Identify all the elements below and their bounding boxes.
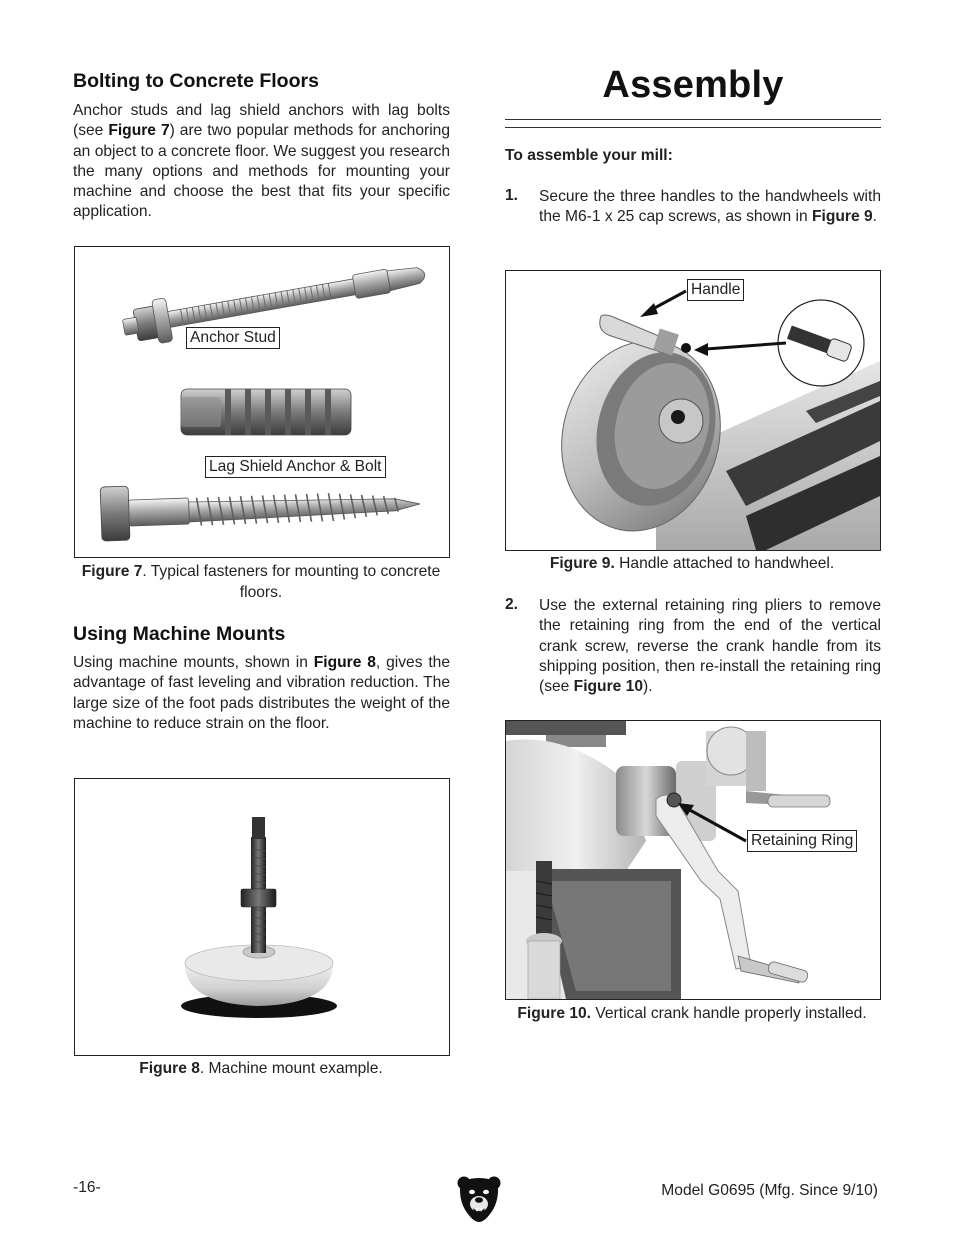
fasteners-illustration <box>75 247 449 557</box>
figure-9-caption-text: Handle attached to handwheel. <box>614 555 835 572</box>
figure-9-caption <box>505 553 879 574</box>
step-1-body: Secure the three handles to the handwheels with the M6-1 x 25 cap screws, as shown in <box>539 188 881 226</box>
lag-bolt-icon <box>100 476 421 541</box>
figure-7-caption <box>74 561 448 603</box>
bolting-text: Anchor studs and lag shield anchors with lag bolts (see <box>73 102 450 140</box>
assembly-intro: To assemble your mill: <box>505 147 673 164</box>
crank-handle-photo <box>506 721 880 999</box>
lag-shield-icon <box>181 389 351 435</box>
section-heading-mounts: Using Machine Mounts <box>73 623 286 645</box>
mounts-text-end: , gives the advantage of fast leveling and vibration reduction. The large size of the foot pads distributes the weight of the machine to reduce strain on the floor. <box>73 654 451 732</box>
page-title: Assembly <box>602 64 784 106</box>
figure-10-box <box>505 720 881 1000</box>
figure-9-box <box>505 270 881 551</box>
figure-8-caption-ref: Figure 8 <box>139 1060 200 1077</box>
step-2-text <box>539 596 881 697</box>
figure-9-caption-ref: Figure 9. <box>549 555 615 572</box>
title-rule-bottom <box>505 127 881 128</box>
bolting-paragraph <box>73 101 450 223</box>
step-1-end: . <box>872 208 878 226</box>
figure-8-box <box>74 778 450 1056</box>
lag-shield-label: Lag Shield Anchor & Bolt <box>205 456 386 478</box>
figure-10-caption <box>505 1003 879 1024</box>
handle-label: Handle <box>687 279 744 301</box>
figure-8-caption <box>74 1058 448 1079</box>
bolting-text-end: ) are two popular methods for anchoring an object to a concrete floor. We suggest you research the many options and methods for mounting your machine and choose the best that fits your specific application. <box>73 122 450 221</box>
figure-9-reference: Figure 9 <box>812 208 873 226</box>
machine-mount-icon <box>75 779 449 1055</box>
figure-8-reference: Figure 8 <box>313 654 376 671</box>
page-number: -16- <box>73 1179 101 1196</box>
figure-7-box <box>74 246 450 558</box>
anchor-stud-label: Anchor Stud <box>186 327 280 349</box>
figure-10-caption-text: Vertical crank handle properly installed. <box>591 1005 867 1022</box>
figure-8-caption-text: . Machine mount example. <box>199 1060 383 1077</box>
step-1-text <box>539 187 881 228</box>
step-1-number: 1. <box>505 187 519 204</box>
figure-10-reference: Figure 10 <box>573 678 643 696</box>
retaining-ring-label: Retaining Ring <box>747 830 857 852</box>
section-heading-bolting: Bolting to Concrete Floors <box>73 70 319 92</box>
mounts-text: Using machine mounts, shown in <box>73 654 314 671</box>
step-2-end: ). <box>643 678 653 696</box>
bear-head-logo-icon <box>456 1174 502 1224</box>
model-info: Model G0695 (Mfg. Since 9/10) <box>661 1182 878 1199</box>
title-rule-top <box>505 119 881 120</box>
figure-7-reference: Figure 7 <box>108 122 170 140</box>
step-2-number: 2. <box>505 596 519 613</box>
figure-7-caption-text: . Typical fasteners for mounting to concrete floors. <box>142 563 441 601</box>
figure-7-caption-ref: Figure 7 <box>81 563 143 580</box>
handwheel-photo <box>506 271 880 550</box>
mounts-paragraph <box>73 653 450 734</box>
step-2-body: Use the external retaining ring pliers to remove the retaining ring from the end of the vertical crank screw, reverse the crank handle from its shipping position, then re-install the retaining ring (see <box>539 597 881 696</box>
figure-10-caption-ref: Figure 10. <box>517 1005 592 1022</box>
